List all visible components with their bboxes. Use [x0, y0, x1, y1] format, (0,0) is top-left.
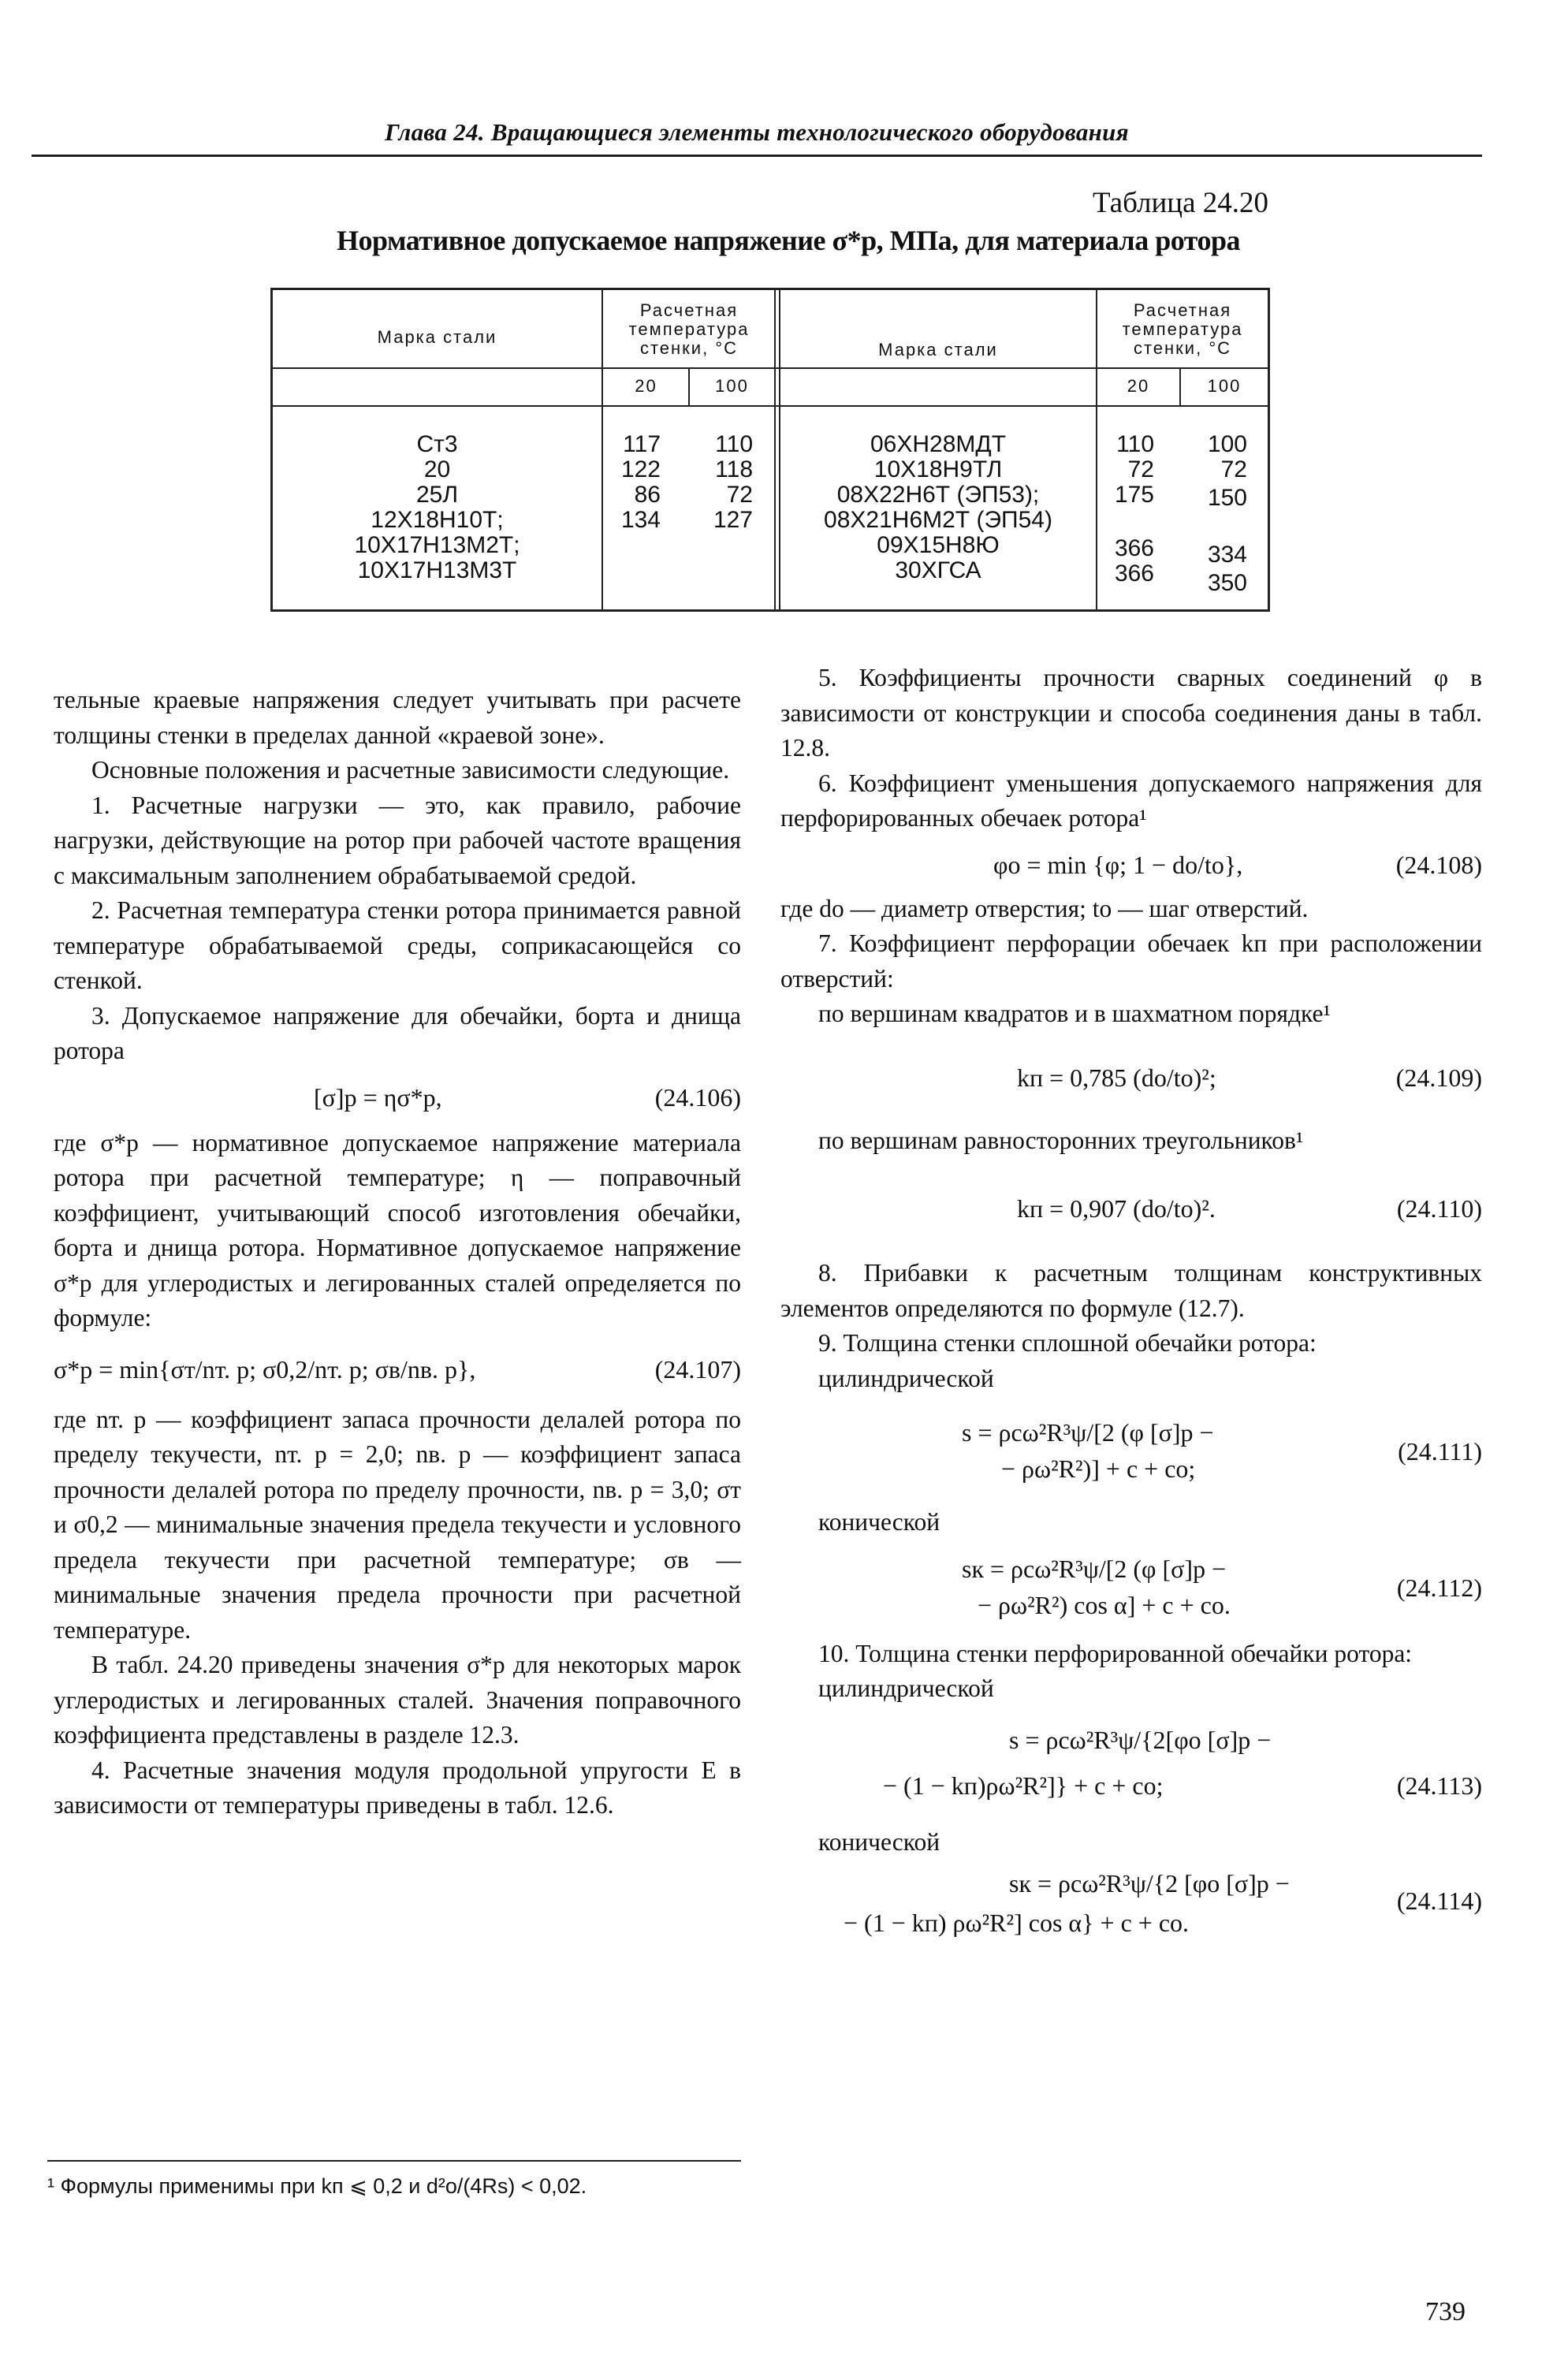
paragraph: 9. Толщина стенки сплошной обечайки ротора:	[818, 1329, 1317, 1357]
formula: s = ρсω²R³ψ/[2 (φ [σ]р −	[962, 1418, 1214, 1447]
equation-number: (24.113)	[1396, 1771, 1482, 1800]
col-steel-header: Марка стали	[878, 340, 998, 359]
formula: sк = ρсω²R³ψ/[2 (φ [σ]р −	[962, 1554, 1227, 1583]
table-cell-value: 110	[1116, 431, 1154, 457]
table-rule	[273, 405, 1268, 407]
paragraph: по вершинам равносторонних треугольников¹	[818, 1126, 1304, 1154]
paragraph: 5. Коэффициенты прочности сварных соединений φ в зависимости от конструкции и способа соединения даны в табл. 12.8.	[780, 664, 1482, 762]
paragraph: 2. Расчетная температура стенки ротора принимается равной температуре обрабатываемой среды, соприкасающейся со стенкой.	[54, 896, 741, 994]
paragraph: где dо — диаметр отверстия; tо — шаг отверстий.	[780, 894, 1309, 922]
formula: kп = 0,785 (dо/tо)²;	[1017, 1063, 1216, 1092]
page-number: 739	[1425, 2297, 1466, 2326]
formula-24-111	[780, 1407, 1482, 1505]
table-cell-value: 122	[620, 456, 661, 482]
col-20-header: 20	[635, 376, 657, 396]
formula: sк = ρсω²R³ψ/{2 [φо [σ]р −	[1009, 1869, 1290, 1898]
equation-number: (24.112)	[1396, 1573, 1482, 1602]
table-rule	[602, 290, 603, 609]
table-cell-value: 366	[1114, 535, 1154, 561]
col-100-header: 100	[715, 376, 749, 396]
paragraph: 8. Прибавки к расчетным толщинам конструктивных элементов определяются по формуле (12.7).	[780, 1259, 1482, 1322]
formula: − (1 − kп)ρω²R²]} + c + cо;	[883, 1771, 1164, 1800]
formula-24-110	[780, 1174, 1482, 1256]
header-rule	[32, 155, 1482, 157]
table-cell-value: 72	[726, 482, 753, 508]
table-cell-steel: 12Х18Н10Т;	[371, 507, 504, 533]
table-cell-value: 117	[623, 431, 661, 457]
table-cell-steel: 09Х15Н8Ю	[877, 532, 1000, 558]
paragraph: В табл. 24.20 приведены значения σ*р для некоторых марок углеродистых и легированных сталей. Значения поправочного коэффициента представлены в разделе 12.3.	[54, 1651, 741, 1749]
table-cell-steel: Ст3	[416, 431, 458, 457]
paragraph: конической	[818, 1508, 940, 1536]
col-20-header: 20	[1127, 376, 1150, 396]
table-cell-steel: 10Х17Н13М2Т;	[354, 532, 520, 558]
equation-number: (24.111)	[1398, 1437, 1482, 1466]
formula-24-109	[780, 1048, 1482, 1123]
paragraph: 10. Толщина стенки перфорированной обечайки ротора:	[818, 1639, 1413, 1667]
paragraph: по вершинам квадратов и в шахматном порядке¹	[818, 1000, 1331, 1027]
table-cell-value: 72	[1220, 456, 1247, 482]
steel-table	[270, 288, 1270, 612]
col-100-header: 100	[1207, 376, 1242, 396]
equation-number: (24.107)	[654, 1354, 741, 1384]
formula: φо = min {φ; 1 − dо/tо},	[993, 850, 1243, 879]
col-steel-header: Марка стали	[377, 327, 497, 347]
footnote-rule	[47, 2160, 741, 2162]
table-cell-value: 127	[713, 507, 753, 533]
footnote: ¹ Формулы применимы при kп ⩽ 0,2 и d²о/(4Rs) < 0,02.	[47, 2174, 587, 2198]
table-cell-steel: 08Х22Н6Т (ЭП53);	[836, 482, 1040, 508]
paragraph: где σ*р — нормативное допускаемое напряжение материала ротора при расчетной температуре; η — поправочный коэффициент, учитывающий способ изготовления обечайки, борта и днища ротора. Нормативное допускаемое напряжение σ*р для углеродистых и легированных сталей определяется по формуле:	[54, 1128, 741, 1331]
paragraph: где nт. р — коэффициент запаса прочности делалей ротора по пределу текучести, nт. р = 2,0; nв. р — коэффициент запаса прочности делалей ротора по пределу прочности, nв. р = 3,0; σт и σ0,2 — минимальные значения предела текучести и условного предела текучести при расчетной температуре; σв — минимальные значения предела прочности при расчетной температуре.	[54, 1405, 741, 1644]
left-column	[54, 683, 741, 1823]
table-cell-value: 334	[1207, 542, 1247, 568]
paragraph: 3. Допускаемое напряжение для обечайки, борта и днища ротора	[54, 1001, 741, 1064]
table-cell-value: 134	[620, 507, 661, 533]
table-rule	[273, 367, 1268, 369]
table-cell-steel: 10Х18Н9ТЛ	[873, 456, 1003, 482]
table-cell-steel: 06ХН28МДТ	[870, 431, 1007, 457]
table-cell-steel: 30ХГСА	[895, 557, 981, 583]
table-cell-value: 350	[1207, 570, 1247, 596]
equation-number: (24.114)	[1396, 1886, 1482, 1915]
table-title: Нормативное допускаемое напряжение σ*р, МПа, для материала ротора	[336, 225, 1241, 256]
paragraph: конической	[818, 1827, 940, 1856]
table-cell-steel: 10Х17Н13М3Т	[357, 557, 517, 583]
paragraph: 4. Расчетные значения модуля продольной упругости E в зависимости от температуры приведены в табл. 12.6.	[54, 1756, 741, 1819]
table-cell-value: 366	[1114, 561, 1154, 587]
table-cell-steel: 20	[423, 456, 451, 482]
equation-number: (24.106)	[654, 1082, 741, 1112]
formula-24-107	[54, 1347, 741, 1402]
formula-24-112	[780, 1545, 1482, 1637]
table-cell-value: 72	[1127, 456, 1154, 482]
paragraph: 7. Коэффициент перфорации обечаек kп при расположении отверстий:	[780, 929, 1482, 993]
formula-24-106	[54, 1075, 741, 1126]
paragraph: 1. Расчетные нагрузки — это, как правило, рабочие нагрузки, действующие на ротор при рабочей частоте вращения с максимальным заполнением обрабатываемой средой.	[54, 791, 741, 889]
equation-number: (24.110)	[1396, 1194, 1482, 1223]
formula-24-113	[780, 1718, 1482, 1825]
formula: − (1 − kп) ρω²R²] cos α} + c + cо.	[844, 1909, 1190, 1937]
table-cell-value: 100	[1207, 431, 1247, 457]
right-column	[780, 661, 1482, 1957]
formula: − ρω²R²)] + c + cо;	[1001, 1454, 1196, 1483]
formula-24-108	[780, 843, 1482, 892]
table-cell-value: 175	[1114, 482, 1154, 508]
table-rule	[774, 290, 776, 609]
formula: [σ]р = ησ*р,	[314, 1082, 442, 1112]
col-temp-header: Расчетная температура стенки, °С	[1122, 300, 1243, 358]
table-cell-value: 110	[715, 431, 753, 457]
paragraph: тельные краевые напряжения следует учитывать при расчете толщины стенки в пределах данной «краевой зоне».	[54, 686, 741, 749]
paragraph: цилиндрической	[818, 1674, 994, 1702]
table-number: Таблица 24.20	[1093, 187, 1268, 219]
formula: − ρω²R²) cos α] + c + cо.	[978, 1590, 1231, 1619]
formula: s = ρсω²R³ψ/{2[φо [σ]р −	[1009, 1725, 1272, 1754]
table-cell-value: 86	[634, 482, 661, 508]
equation-number: (24.109)	[1395, 1063, 1482, 1092]
paragraph: цилиндрической	[818, 1364, 994, 1392]
col-temp-header: Расчетная температура стенки, °С	[628, 300, 750, 358]
table-cell-value: 118	[715, 456, 753, 482]
formula-24-114	[780, 1863, 1482, 1957]
equation-number: (24.108)	[1395, 850, 1482, 879]
table-cell-value: 150	[1207, 485, 1247, 511]
running-header: Глава 24. Вращающиеся элементы технологического оборудования	[385, 118, 1129, 146]
formula: σ*р = min{σт/nт. р; σ0,2/nт. р; σв/nв. р},	[54, 1354, 476, 1384]
paragraph: Основные положения и расчетные зависимости следующие.	[91, 756, 730, 784]
formula: kп = 0,907 (dо/tо)².	[1017, 1194, 1216, 1223]
paragraph: 6. Коэффициент уменьшения допускаемого напряжения для перфорированных обечаек ротора¹	[780, 769, 1482, 832]
table-cell-steel: 08Х21Н6М2Т (ЭП54)	[824, 507, 1052, 533]
table-cell-steel: 25Л	[415, 482, 459, 508]
